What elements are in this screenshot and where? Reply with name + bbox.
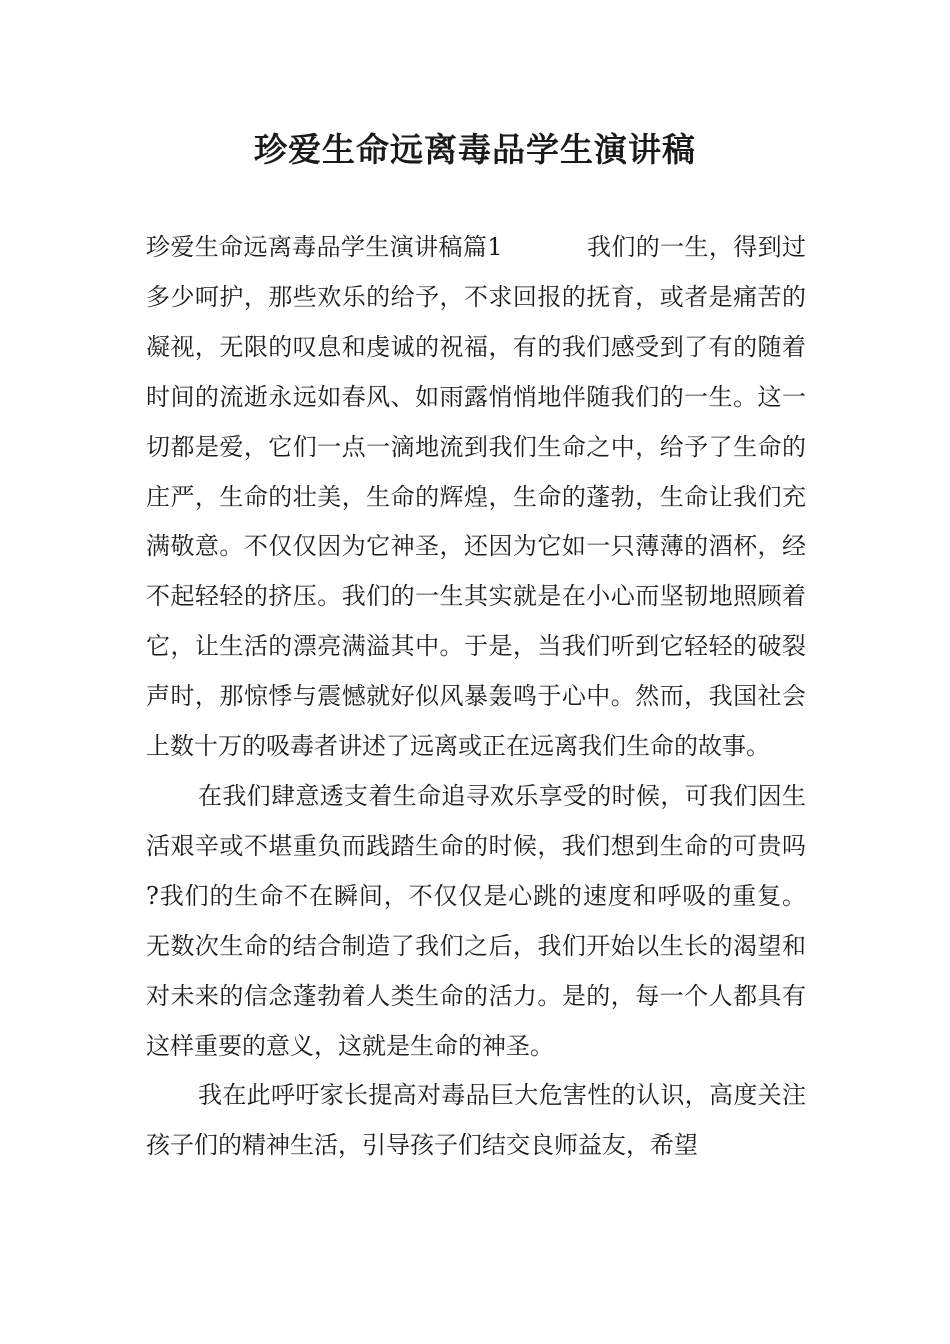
document-body (146, 223, 806, 1171)
paragraph-1 (146, 223, 806, 772)
paragraph-1-text: 我们的一生，得到过多少呵护，那些欢乐的给予，不求回报的抚育，或者是痛苦的凝视，无限的叹息和虔诚的祝福，有的我们感受到了有的随着时间的流逝永远如春风、如雨露悄悄地伴随我们的一生。这一切都是爱，它们一点一滴地流到我们生命之中，给予了生命的庄严，生命的壮美，生命的辉煌，生命的蓬勃，生命让我们充满敬意。不仅仅因为它神圣，还因为它如一只薄薄的酒杯，经不起轻轻的挤压。我们的一生其实就是在小心而坚韧地照顾着它，让生活的漂亮满溢其中。于是，当我们听到它轻轻的破裂声时，那惊悸与震憾就好似风暴轰鸣于心中。然而，我国社会上数十万的吸毒者讲述了远离或正在远离我们生命的故事。 (146, 233, 806, 761)
paragraph-2: 在我们肆意透支着生命追寻欢乐享受的时候，可我们因生活艰辛或不堪重负而践踏生命的时候，我们想到生命的可贵吗?我们的生命不在瞬间，不仅仅是心跳的速度和呼吸的重复。无数次生命的结合制造了我们之后，我们开始以生长的渴望和对未来的信念蓬勃着人类生命的活力。是的，每一个人都具有这样重要的意义，这就是生命的神圣。 (146, 781, 806, 1060)
paragraph-3: 我在此呼吁家长提高对毒品巨大危害性的认识，高度关注孩子们的精神生活，引导孩子们结交良师益友，希望 (146, 1081, 806, 1160)
document-title: 珍爱生命远离毒品学生演讲稿 (254, 130, 696, 169)
section-heading: 珍爱生命远离毒品学生演讲稿篇1 (146, 233, 503, 261)
